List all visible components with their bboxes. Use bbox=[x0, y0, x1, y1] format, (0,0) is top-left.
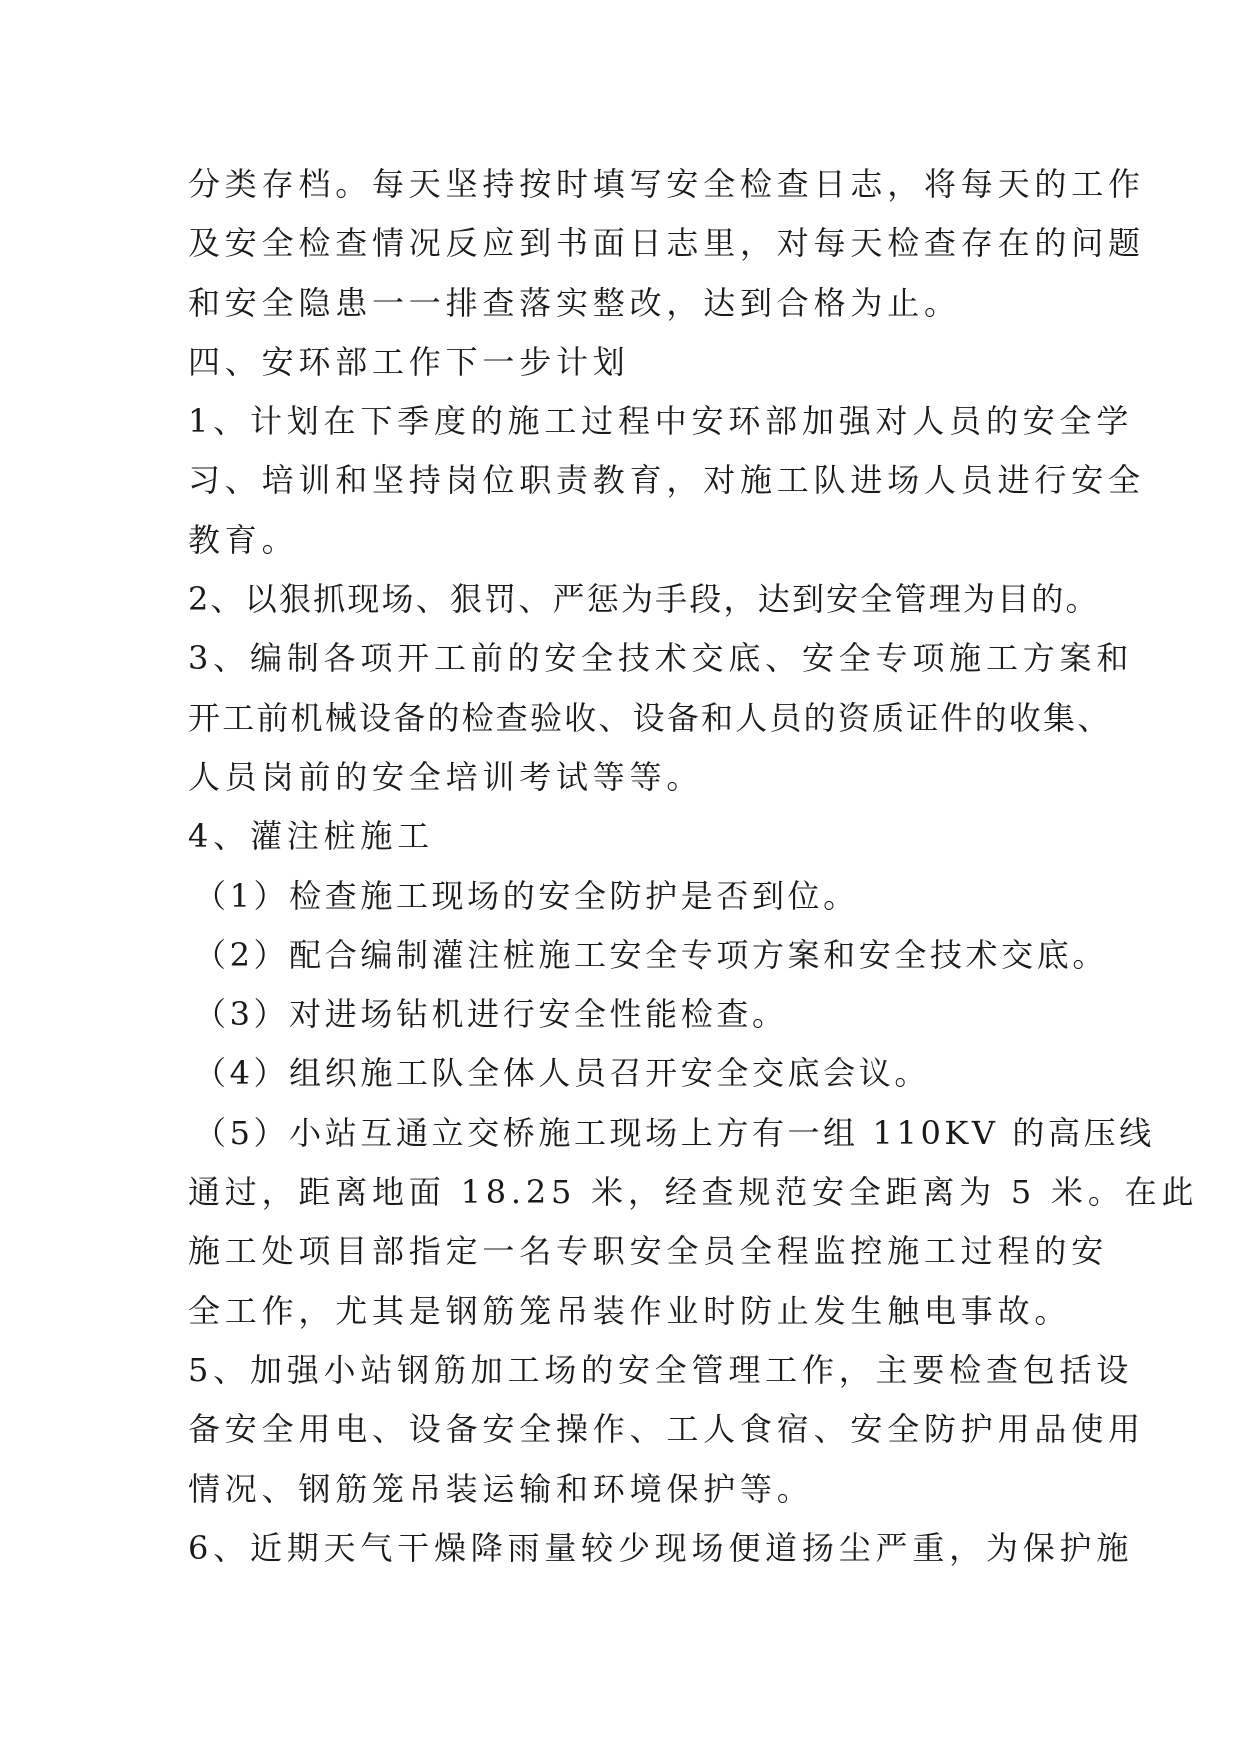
text-line: 1、计划在下季度的施工过程中安环部加强对人员的安全学 bbox=[188, 402, 1134, 441]
section-heading: 四、安环部工作下一步计划 bbox=[188, 342, 630, 381]
text-line: 教育。 bbox=[188, 520, 299, 559]
list-item: （4）组织施工队全体人员召开安全交底会议。 bbox=[194, 1054, 930, 1093]
list-item: （5）小站互通立交桥施工现场上方有一组 110KV 的高压线 bbox=[194, 1113, 1155, 1152]
subsection-heading: 4、灌注桩施工 bbox=[188, 817, 434, 856]
text-line: 情况、钢筋笼吊装运输和环境保护等。 bbox=[188, 1469, 814, 1508]
text-line: 5、加强小站钢筋加工场的安全管理工作，主要检查包括设 bbox=[188, 1350, 1134, 1389]
text-line: 通过，距离地面 18.25 米，经查规范安全距离为 5 米。在此 bbox=[188, 1173, 1199, 1212]
text-line: 6、近期天气干燥降雨量较少现场便道扬尘严重，为保护施 bbox=[188, 1528, 1134, 1567]
text-line: 开工前机械设备的检查验收、设备和人员的资质证件的收集、 bbox=[188, 698, 1112, 737]
list-item: （3）对进场钻机进行安全性能检查。 bbox=[194, 995, 788, 1034]
text-line: 和安全隐患一一排查落实整改，达到合格为止。 bbox=[188, 283, 961, 322]
text-line: 人员岗前的安全培训考试等等。 bbox=[188, 757, 704, 796]
text-line: 及安全检查情况反应到书面日志里，对每天检查存在的问题 bbox=[188, 224, 1145, 263]
document-body bbox=[188, 155, 1238, 1578]
text-line: 分类存档。每天坚持按时填写安全检查日志，将每天的工作 bbox=[188, 165, 1145, 203]
text-line: 2、以狠抓现场、狠罚、严惩为手段，达到安全管理为目的。 bbox=[188, 580, 1100, 619]
list-item: （1）检查施工现场的安全防护是否到位。 bbox=[194, 876, 859, 915]
text-line: 3、编制各项开工前的安全技术交底、安全专项施工方案和 bbox=[188, 639, 1134, 678]
list-item: （2）配合编制灌注桩施工安全专项方案和安全技术交底。 bbox=[194, 935, 1108, 974]
text-line: 全工作，尤其是钢筋笼吊装作业时防止发生触电事故。 bbox=[188, 1291, 1072, 1330]
text-line: 施工处项目部指定一名专职安全员全程监控施工过程的安 bbox=[188, 1232, 1109, 1271]
text-line: 习、培训和坚持岗位职责教育，对施工队进场人员进行安全 bbox=[188, 461, 1145, 500]
text-line: 备安全用电、设备安全操作、工人食宿、安全防护用品使用 bbox=[188, 1410, 1145, 1449]
